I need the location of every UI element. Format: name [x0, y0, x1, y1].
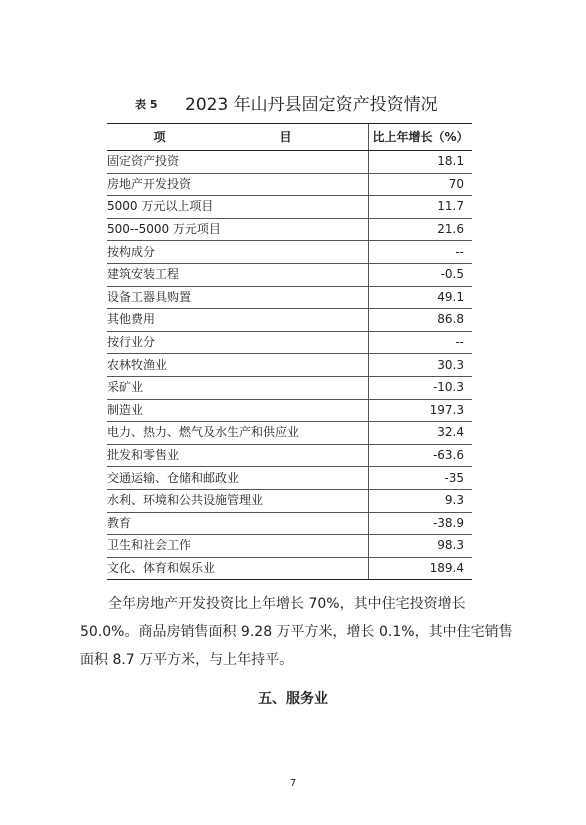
- row-item-name: 500--5000 万元项目: [107, 218, 369, 241]
- page-number: 7: [289, 778, 297, 789]
- table-row: [107, 309, 472, 332]
- row-growth-value: -0.5: [369, 263, 473, 286]
- table-row: [107, 241, 472, 264]
- table-header-row: [107, 124, 472, 151]
- table-row: [107, 173, 472, 196]
- row-growth-value: 18.1: [369, 151, 473, 174]
- table-row: [107, 286, 472, 309]
- row-growth-value: 70: [369, 173, 473, 196]
- row-growth-value: --: [369, 241, 473, 264]
- investment-table: [107, 123, 472, 580]
- row-item-name: 交通运输、仓储和邮政业: [107, 467, 369, 490]
- section-heading: 五、服务业: [258, 691, 328, 707]
- table-title: 2023 年山丹县固定资产投资情况: [185, 95, 438, 115]
- table-row: [107, 354, 472, 377]
- row-item-name: 固定资产投资: [107, 151, 369, 174]
- row-growth-value: 9.3: [369, 489, 473, 512]
- row-growth-value: -10.3: [369, 376, 473, 399]
- row-item-name: 卫生和社会工作: [107, 535, 369, 558]
- row-growth-value: 11.7: [369, 196, 473, 219]
- table-row: [107, 535, 472, 558]
- row-growth-value: -38.9: [369, 512, 473, 535]
- row-growth-value: 49.1: [369, 286, 473, 309]
- row-growth-value: 30.3: [369, 354, 473, 377]
- row-item-name: 农林牧渔业: [107, 354, 369, 377]
- row-item-name: 其他费用: [107, 309, 369, 332]
- row-item-name: 设备工器具购置: [107, 286, 369, 309]
- body-paragraph: 全年房地产开发投资比上年增长 70%，其中住宅投资增长 50.0%。商品房销售面积 9.28 万平方米，增长 0.1%，其中住宅销售面积 8.7 万平方米，与上年持平。: [80, 596, 513, 668]
- table-row: [107, 444, 472, 467]
- row-item-name: 按行业分: [107, 331, 369, 354]
- row-growth-value: 98.3: [369, 535, 473, 558]
- row-growth-value: 197.3: [369, 399, 473, 422]
- row-item-name: 文化、体育和娱乐业: [107, 557, 369, 580]
- row-item-name: 教育: [107, 512, 369, 535]
- table-row: [107, 376, 472, 399]
- row-item-name: 批发和零售业: [107, 444, 369, 467]
- row-item-name: 水利、环境和公共设施管理业: [107, 489, 369, 512]
- header-growth: 比上年增长（%）: [369, 124, 473, 151]
- table-label: 表 5: [135, 98, 158, 111]
- row-growth-value: -63.6: [369, 444, 473, 467]
- table-row: [107, 218, 472, 241]
- table-row: [107, 331, 472, 354]
- table-row: [107, 467, 472, 490]
- row-item-name: 按构成分: [107, 241, 369, 264]
- header-item: 项 目: [107, 124, 369, 151]
- table-row: [107, 422, 472, 445]
- table-row: [107, 489, 472, 512]
- table-row: [107, 263, 472, 286]
- row-growth-value: --: [369, 331, 473, 354]
- row-growth-value: 32.4: [369, 422, 473, 445]
- row-growth-value: 21.6: [369, 218, 473, 241]
- row-item-name: 5000 万元以上项目: [107, 196, 369, 219]
- row-item-name: 电力、热力、燃气及水生产和供应业: [107, 422, 369, 445]
- table-row: [107, 512, 472, 535]
- row-growth-value: 86.8: [369, 309, 473, 332]
- table-row: [107, 151, 472, 174]
- table-row: [107, 557, 472, 580]
- table-caption: [0, 90, 586, 114]
- row-item-name: 建筑安装工程: [107, 263, 369, 286]
- row-item-name: 采矿业: [107, 376, 369, 399]
- row-item-name: 制造业: [107, 399, 369, 422]
- row-growth-value: 189.4: [369, 557, 473, 580]
- table-row: [107, 399, 472, 422]
- row-item-name: 房地产开发投资: [107, 173, 369, 196]
- row-growth-value: -35: [369, 467, 473, 490]
- table-row: [107, 196, 472, 219]
